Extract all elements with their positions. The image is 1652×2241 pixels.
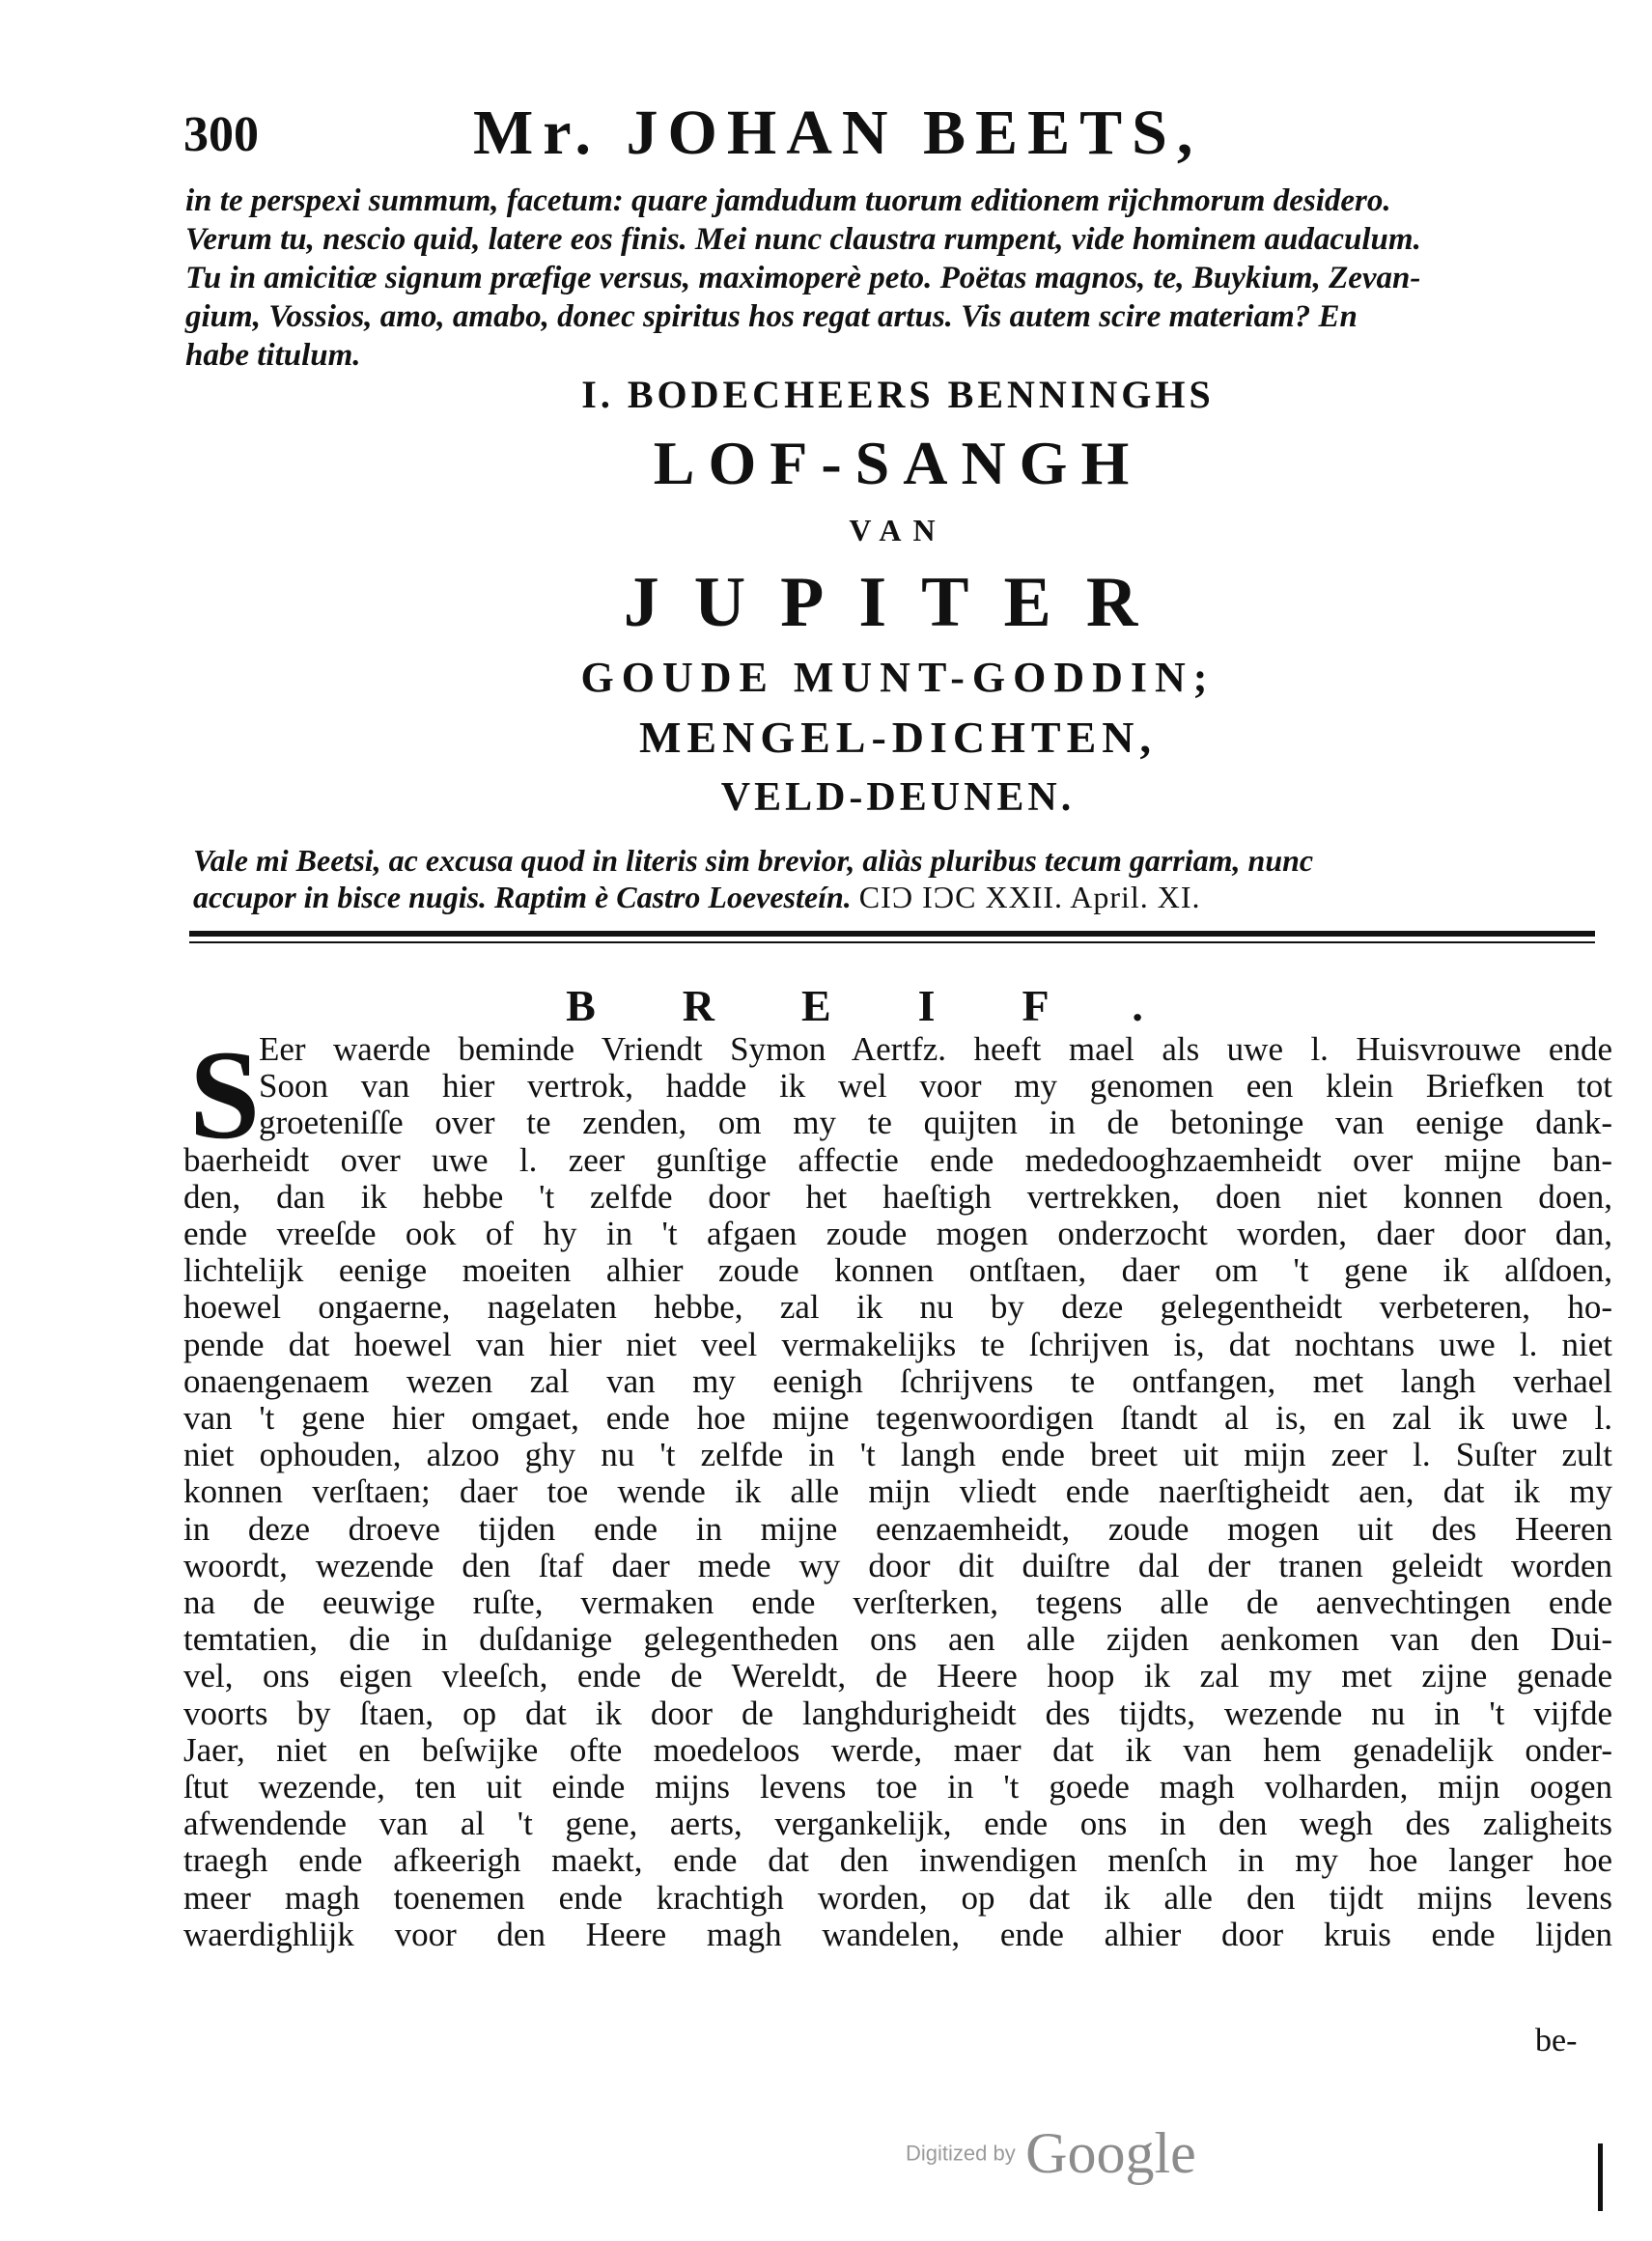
running-head: Mr. JOHAN BEETS,	[473, 98, 1203, 168]
title-veld-deunen: VELD-DEUNEN.	[720, 775, 1076, 820]
letter-line: vel, ons eigen vleeſch, ende de Wereldt, de Heere hoop ik zal my met zijne genade	[183, 1657, 1612, 1695]
letter-line: baerheidt over uwe l. zeer gunſtige affectie ende mededooghzaemheidt over mijne ban-	[183, 1140, 1612, 1179]
letter-line: Soon van hier vertrok, hadde ik wel voor my genomen een klein Briefken tot	[259, 1067, 1612, 1106]
letter-line: traegh ende afkeerigh maekt, ende dat den inwendigen menſch in my hoe langer hoe	[183, 1841, 1612, 1880]
letter-line: ſtut wezende, ten uit einde mijns levens toe in 't goede magh volharden, mijn oogen	[183, 1768, 1612, 1807]
letter-heading: BREIF.	[566, 981, 1230, 1030]
letter-line: groeteniſſe over te zenden, om my te quijten in de betoninge van eenige dank-	[259, 1104, 1612, 1142]
latin-line: Tu in amicitiæ signum præfige versus, maximoperè peto. Poëtas magnos, te, Buykium, Zevan-	[185, 261, 1421, 295]
letter-line: onaengenaem wezen zal van my eenigh ſchrijvens te ontfangen, met langh verhael	[183, 1361, 1612, 1400]
letter-line: niet ophouden, alzoo ghy nu 't zelfde in 't langh ende breet uit mijn zeer l. Suſter zult	[183, 1436, 1612, 1474]
catchword: be-	[1535, 2023, 1578, 2059]
latin-closing	[193, 842, 1603, 915]
title-jupiter: JUPITER	[623, 563, 1173, 642]
letter-line: Eer waerde beminde Vriendt Symon Aertfz. heeft mael als uwe l. Huisvrouwe ende	[259, 1030, 1612, 1068]
book-title	[183, 367, 1612, 826]
digitized-watermark	[906, 2120, 1196, 2187]
divider-rule-thick	[189, 931, 1595, 937]
letter-line: hoewel ongaerne, nagelaten hebbe, zal ik nu by deze gelegentheidt verbeteren, ho-	[183, 1288, 1612, 1327]
title-munt-goddin: GOUDE MUNT-GODDIN;	[580, 654, 1216, 701]
title-author: I. BODECHEERS BENNINGHS	[581, 373, 1215, 416]
letter-line: Jaer, niet en beſwijke ofte moedeloos werde, maer dat ik van hem genadelijk onder-	[183, 1730, 1612, 1769]
title-van: VAN	[849, 513, 947, 547]
latin-line: Verum tu, nescio quid, latere eos finis. Mei nunc claustra rumpent, vide hominem audaculum.	[185, 222, 1421, 257]
google-logo: Google	[1025, 2121, 1196, 2185]
title-mengel-dichten: MENGEL-DICHTEN,	[639, 713, 1157, 762]
letter-line: voorts by ſtaen, op dat ik door de langhdurigheidt des tijdts, wezende nu in 't vijfde	[183, 1694, 1612, 1732]
letter-line: lichtelijk eenige moeiten alhier zoude konnen ontſtaen, daer om 't gene ik alſdoen,	[183, 1251, 1612, 1290]
closing-line-italic: accupor in bisce nugis. Raptim è Castro Loevesteín.	[193, 880, 852, 914]
letter-line: van 't gene hier omgaet, ende hoe mijne tegenwoordigen ſtandt al is, en zal ik uwe l.	[183, 1399, 1612, 1438]
page-edge-mark	[1598, 2143, 1603, 2211]
letter-line: konnen verſtaen; daer toe wende ik alle mijn vliedt ende naerſtigheidt aen, dat ik my	[183, 1472, 1612, 1511]
letter-line: den, dan ik hebbe 't zelfde door het haeſtigh vertrekken, doen niet konnen doen,	[183, 1177, 1612, 1216]
letter-line: meer magh toenemen ende krachtigh worden, op dat ik alle den tijdt mijns levens	[183, 1878, 1612, 1917]
page-number: 300	[183, 107, 259, 162]
latin-line: gium, Vossios, amo, amabo, donec spiritus hos regat artus. Vis autem scire materiam? En	[185, 299, 1358, 334]
letter-line: woordt, wezende den ſtaf daer mede wy door dit duiſtre dal der tranen geleidt worden	[183, 1546, 1612, 1584]
closing-line: Vale mi Beetsi, ac excusa quod in literis sim brevior, aliàs pluribus tecum garriam, nunc	[193, 843, 1314, 878]
letter-body	[183, 1023, 1612, 1953]
drop-cap: S	[189, 1023, 261, 1165]
letter-line: waerdighlijk voor den Heere magh wandelen, ende alhier door kruis ende lijden	[183, 1915, 1612, 1953]
letter-line: ende vreeſde ook of hy in 't afgaen zoude mogen onderzocht worden, daer door dan,	[183, 1215, 1612, 1253]
divider-rule-thin	[189, 941, 1595, 943]
latin-line: habe titulum.	[185, 338, 361, 373]
latin-line: in te perspexi summum, facetum: quare jamdudum tuorum editionem rijchmorum desidero.	[185, 183, 1391, 218]
letter-line: in deze droeve tijden ende in mijne eenzaemheidt, zoude mogen uit des Heeren	[183, 1509, 1612, 1548]
letter-line: temtatien, die in duſdanige gelegentheden ons aen alle zijden aenkomen van den Dui-	[183, 1620, 1612, 1659]
letter-line: afwendende van al 't gene, aerts, vergankelijk, ende ons in den wegh des zaligheits	[183, 1805, 1612, 1843]
closing-date: CIƆ IƆC XXII. April. XI.	[858, 880, 1201, 914]
letter-line: pende dat hoewel van hier niet veel vermakelijks te ſchrijven is, dat nochtans uwe l. niet	[183, 1325, 1612, 1363]
letter-line: na de eeuwige ruſte, vermaken ende verſterken, tegens alle de aenvechtingen ende	[183, 1583, 1612, 1622]
title-main: LOF-SANGH	[653, 429, 1143, 497]
latin-intro	[185, 182, 1614, 375]
page-header	[183, 97, 1274, 174]
watermark-prefix: Digitized by	[906, 2141, 1016, 2166]
